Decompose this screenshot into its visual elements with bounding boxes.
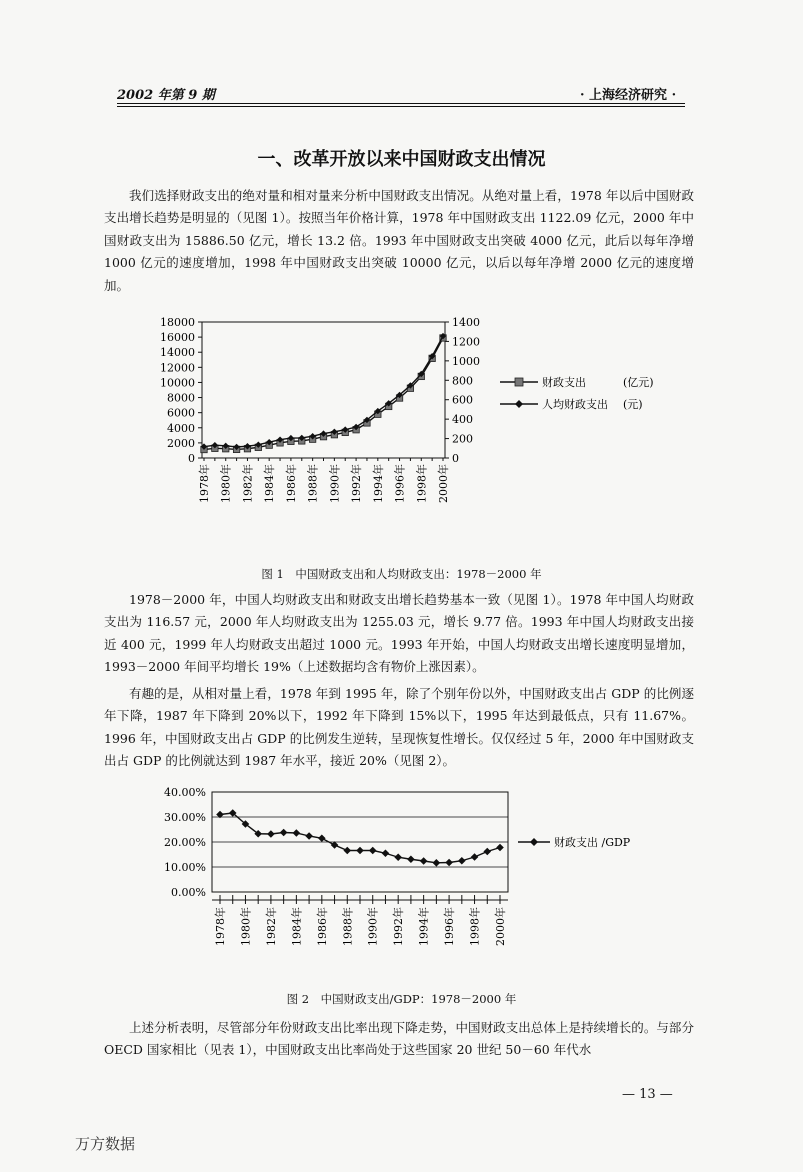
right-axis-tick-label: 800: [452, 374, 473, 388]
x-axis-tick-label: 1982年: [264, 907, 278, 946]
x-axis-tick-label: 1996年: [443, 907, 457, 946]
left-axis-tick-label: 10000: [160, 376, 195, 390]
data-point: [382, 849, 390, 857]
legend-unit: (亿元): [623, 376, 654, 389]
x-axis-tick-label: 2000年: [437, 464, 450, 503]
data-point: [483, 848, 491, 856]
x-axis-tick-label: 1990年: [328, 464, 342, 503]
data-point: [318, 834, 326, 842]
paragraph-3: 有趣的是，从相对量上看，1978 年到 1995 年，除了个别年份以外，中国财政支出占 GDP 的比例逐年下降，1987 年下降到 20%以下，1992 年下降到 15%以下，1995 年达到最低点，只有 11.67%。1996 年，中国财政支出占 GDP 的比例发生逆转，呈现恢复性增长。仅仅经过 5 年，2000 年中国财政支出占 GDP 的比例就达到 1987 年水平，接近 20%（见图 2）。: [104, 686, 694, 769]
y-axis-tick-label: 30.00%: [164, 811, 206, 824]
x-axis-tick-label: 1994年: [371, 464, 385, 503]
right-axis-tick-label: 1400: [452, 316, 480, 329]
x-axis-tick-label: 1988年: [341, 907, 355, 946]
left-axis-tick-label: 16000: [160, 331, 195, 345]
x-axis-tick-label: 1998年: [415, 464, 429, 503]
left-axis-tick-label: 0: [188, 452, 195, 465]
right-axis-tick-label: 1000: [452, 354, 480, 368]
x-axis-tick-label: 1994年: [417, 907, 431, 946]
page-number: — 13 —: [622, 1087, 673, 1102]
figure-1-caption: 图 1 中国财政支出和人均财政支出：1978－2000 年: [261, 567, 542, 581]
legend-label: 人均财政支出: [542, 398, 608, 411]
x-axis-tick-label: 1982年: [241, 464, 255, 503]
data-point: [267, 830, 275, 838]
right-axis-tick-label: 600: [452, 393, 473, 407]
legend-unit: (元): [623, 398, 643, 411]
left-axis-tick-label: 6000: [167, 406, 195, 420]
data-point: [343, 847, 351, 855]
y-axis-tick-label: 0.00%: [171, 886, 206, 899]
y-axis-tick-label: 40.00%: [164, 786, 206, 799]
left-axis-tick-label: 8000: [167, 391, 195, 405]
right-axis-tick-label: 1200: [452, 335, 480, 349]
section-title: 一、改革开放以来中国财政支出情况: [257, 149, 546, 170]
legend-label: 财政支出 /GDP: [554, 836, 631, 849]
figure-2-caption: 图 2 中国财政支出/GDP：1978－2000 年: [286, 992, 517, 1006]
left-axis-tick-label: 12000: [160, 361, 195, 375]
x-axis-tick-label: 1978年: [214, 907, 227, 946]
legend-marker: [515, 400, 523, 408]
legend-marker: [530, 838, 538, 846]
y-axis-tick-label: 20.00%: [164, 836, 206, 849]
x-axis-tick-label: 1992年: [350, 464, 364, 503]
journal-issue: 2002 年第 9 期: [117, 88, 215, 103]
right-axis-tick-label: 400: [452, 413, 473, 427]
figure-2-chart: [150, 782, 710, 982]
journal-name: · 上海经济研究 ·: [580, 88, 677, 103]
header-rule-thin: [117, 106, 685, 107]
x-axis-tick-label: 1996年: [393, 464, 407, 503]
data-point: [471, 853, 479, 861]
x-axis-tick-label: 1984年: [290, 907, 304, 946]
data-point: [293, 829, 301, 837]
header-rule: [117, 103, 685, 104]
left-axis-tick-label: 2000: [167, 436, 195, 450]
y-axis-tick-label: 10.00%: [164, 861, 206, 874]
data-point: [407, 855, 415, 863]
paragraph-1: 我们选择财政支出的绝对量和相对量来分析中国财政支出情况。从绝对量上看，1978 年以后中国财政支出增长趋势是明显的（见图 1）。按照当年价格计算，1978 年中国财政支出 1122.09 亿元，2000 年中国财政支出为 15886.50 亿元，增长 13.2 倍。1993 年中国财政支出突破 4000 亿元，此后以每年净增 1000 亿元的速度增加，1998 年中国财政支出突破 10000 亿元，以后以每年净增 2000 亿元的速度增加。: [104, 188, 694, 293]
x-axis-tick-label: 2000年: [494, 907, 507, 946]
data-point: [420, 857, 428, 865]
data-point: [280, 829, 288, 837]
data-point: [445, 859, 453, 867]
x-axis-tick-label: 1978年: [198, 464, 211, 503]
data-point: [394, 853, 402, 861]
x-axis-tick-label: 1980年: [219, 464, 233, 503]
data-point: [496, 844, 504, 852]
x-axis-tick-label: 1998年: [468, 907, 482, 946]
right-axis-tick-label: 200: [452, 432, 473, 446]
paragraph-2: 1978－2000 年，中国人均财政支出和财政支出增长趋势基本一致（见图 1）。1978 年中国人均财政支出为 116.57 元，2000 年人均财政支出为 1255.03 元，增长 9.77 倍。1993 年中国人均财政支出接近 400 元，1999 年人均财政支出超过 1000 元。1993 年开始，中国人均财政支出增长速度明显增加，1993－2000 年间平均增长 19%（上述数据均含有物价上涨因素）。: [104, 592, 694, 675]
paragraph-4: 上述分析表明，尽管部分年份财政支出比率出现下降走势，中国财政支出总体上是持续增长的。与部分 OECD 国家相比（见表 1），中国财政支出比率尚处于这些国家 20 世纪 50－60 年代水: [104, 1020, 694, 1058]
data-point: [433, 859, 441, 867]
figure-1-chart: [150, 310, 710, 540]
x-axis-tick-label: 1990年: [366, 907, 380, 946]
x-axis-tick-label: 1986年: [315, 907, 329, 946]
data-point: [458, 857, 466, 865]
data-point: [356, 847, 364, 855]
left-axis-tick-label: 14000: [160, 346, 195, 360]
data-point: [369, 847, 377, 855]
footer-watermark: 万方数据: [75, 1135, 136, 1153]
x-axis-tick-label: 1988年: [306, 464, 320, 503]
x-axis-tick-label: 1986年: [284, 464, 298, 503]
series-line: [220, 813, 500, 863]
x-axis-tick-label: 1992年: [392, 907, 406, 946]
right-axis-tick-label: 0: [452, 452, 459, 465]
x-axis-tick-label: 1980年: [239, 907, 253, 946]
data-point: [305, 832, 313, 840]
x-axis-tick-label: 1984年: [263, 464, 277, 503]
left-axis-tick-label: 18000: [160, 316, 195, 329]
legend-label: 财政支出: [542, 376, 586, 389]
legend-marker: [515, 378, 523, 386]
left-axis-tick-label: 4000: [167, 421, 195, 435]
